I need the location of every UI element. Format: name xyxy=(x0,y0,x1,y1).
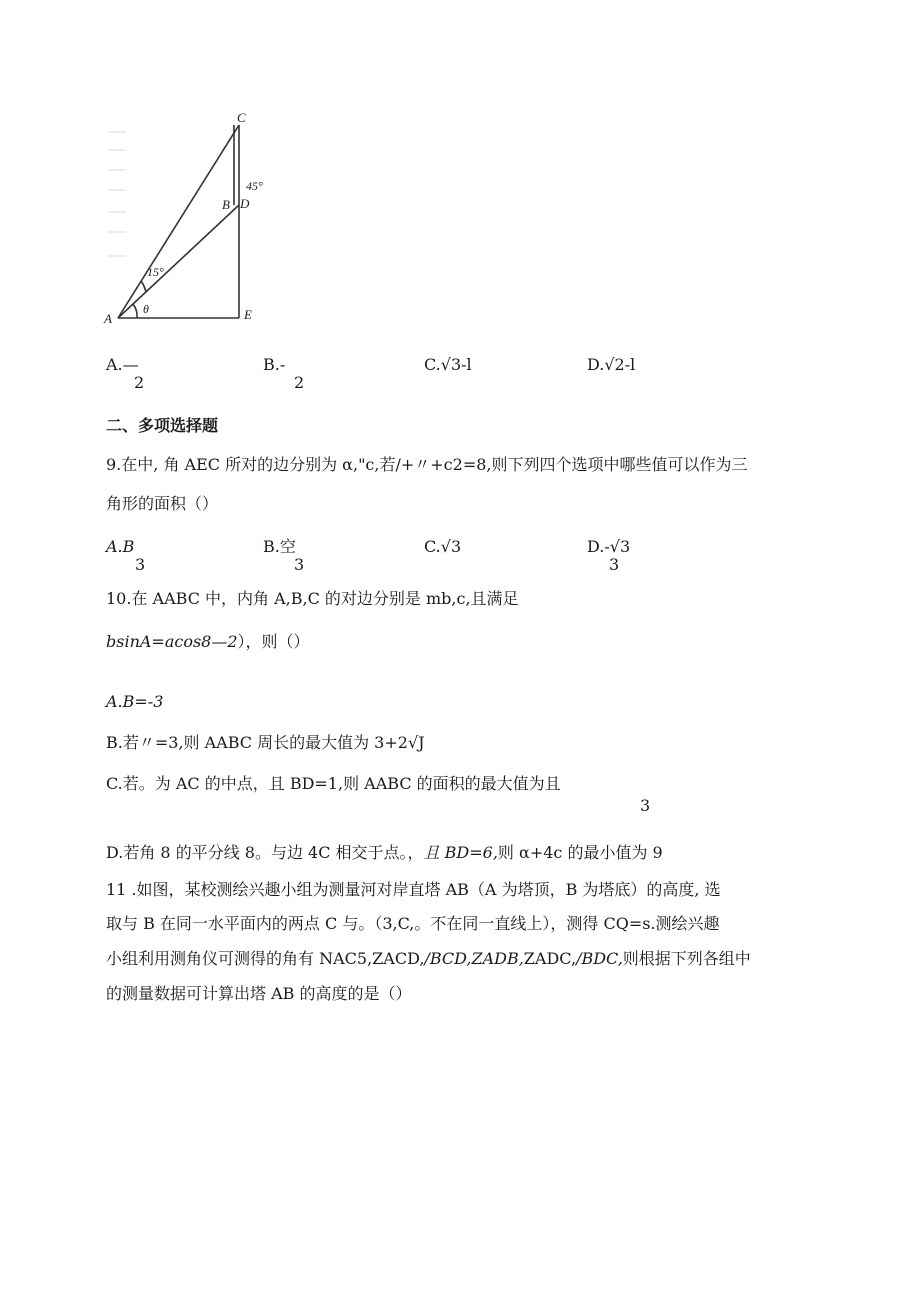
label-c: C xyxy=(237,110,246,125)
section-title-multiple-choice: 二、多项选择题 xyxy=(106,416,219,435)
q9-option-a-denom: 3 xyxy=(135,555,146,574)
q10-option-d-italic: 且 BD=6, xyxy=(423,843,498,862)
scan-marks xyxy=(108,132,126,256)
q11-stem-line1: 11 .如图，某校测绘兴趣小组为测量河对岸直塔 AB（A 为塔顶，B 为塔底）的高度, 选 xyxy=(106,880,721,899)
q8-option-b: B.- xyxy=(263,355,286,374)
label-angle-15: 15° xyxy=(147,265,164,279)
q10-option-a: A.B=-3 xyxy=(106,692,164,711)
q11-stem-line4: 的测量数据可计算出塔 AB 的高度的是（） xyxy=(106,984,412,1003)
label-b: B xyxy=(222,197,230,212)
q9-option-c: C.√3 xyxy=(424,537,462,556)
q8-option-b-denom: 2 xyxy=(294,373,305,392)
q11-line3-part2: ZADC, xyxy=(523,949,577,968)
q10-option-d xyxy=(106,843,663,863)
q8-option-c: C.√3-l xyxy=(424,355,472,374)
angle-arc-15 xyxy=(141,281,146,292)
q10-option-d-part2: 则 α+4c 的最小值为 9 xyxy=(497,843,663,862)
q11-stem-line3 xyxy=(106,949,751,969)
q9-option-b: B.空 xyxy=(263,537,296,556)
angle-arc-theta xyxy=(133,304,137,318)
q10-stem-line2 xyxy=(106,632,310,652)
q9-option-d-denom: 3 xyxy=(609,555,620,574)
q11-line3-part1: 小组利用测角仪可测得的角有 NAC5,ZACD, xyxy=(106,949,425,968)
q10-option-c: C.若。为 AC 的中点，且 BD=1,则 AABC 的面积的最大值为且 xyxy=(106,774,561,793)
q10-condition-formula: bsinA=acos8—2 xyxy=(106,632,238,651)
q8-option-d: D.√2-l xyxy=(587,355,636,374)
q11-line3-part3: 则根据下列各组中 xyxy=(622,949,751,968)
label-d: D xyxy=(240,196,250,211)
q10-stem-line2-rest: ），则（） xyxy=(237,632,310,651)
q8-option-a-denom: 2 xyxy=(134,373,145,392)
geometry-figure xyxy=(100,105,270,330)
q9-option-a: A.B xyxy=(106,537,135,556)
q9-stem-line2: 角形的面积（） xyxy=(106,494,219,513)
q9-option-d: D.-√3 xyxy=(587,537,631,556)
q8-option-a: A.— xyxy=(106,355,139,374)
q11-line3-italic: /BCD,ZADB, xyxy=(424,949,524,968)
q11-line3-italic2: /BDC, xyxy=(576,949,623,968)
label-e: E xyxy=(244,307,252,322)
q9-stem-line1: 9.在中, 角 AEC 所对的边分别为 α,"c,若/+〃+c2=8,则下列四个选项中哪些值可以作为三 xyxy=(106,455,748,474)
q10-stem-line1: 10.在 AABC 中，内角 A,B,C 的对边分别是 mb,c,且满足 xyxy=(106,589,519,608)
q9-option-b-denom: 3 xyxy=(294,555,305,574)
label-a: A xyxy=(104,311,112,326)
q10-option-d-part1: D.若角 8 的平分线 8。与边 4C 相交于点。， xyxy=(106,843,424,862)
q10-option-b: B.若〃=3,则 AABC 周长的最大值为 3+2√J xyxy=(106,733,425,752)
q10-option-c-denom: 3 xyxy=(640,796,651,815)
label-theta: θ xyxy=(143,302,149,316)
q11-stem-line2: 取与 B 在同一水平面内的两点 C 与。（3,C,。不在同一直线上），测得 CQ=s.测绘兴趣 xyxy=(106,914,720,933)
label-angle-45: 45° xyxy=(246,179,263,193)
